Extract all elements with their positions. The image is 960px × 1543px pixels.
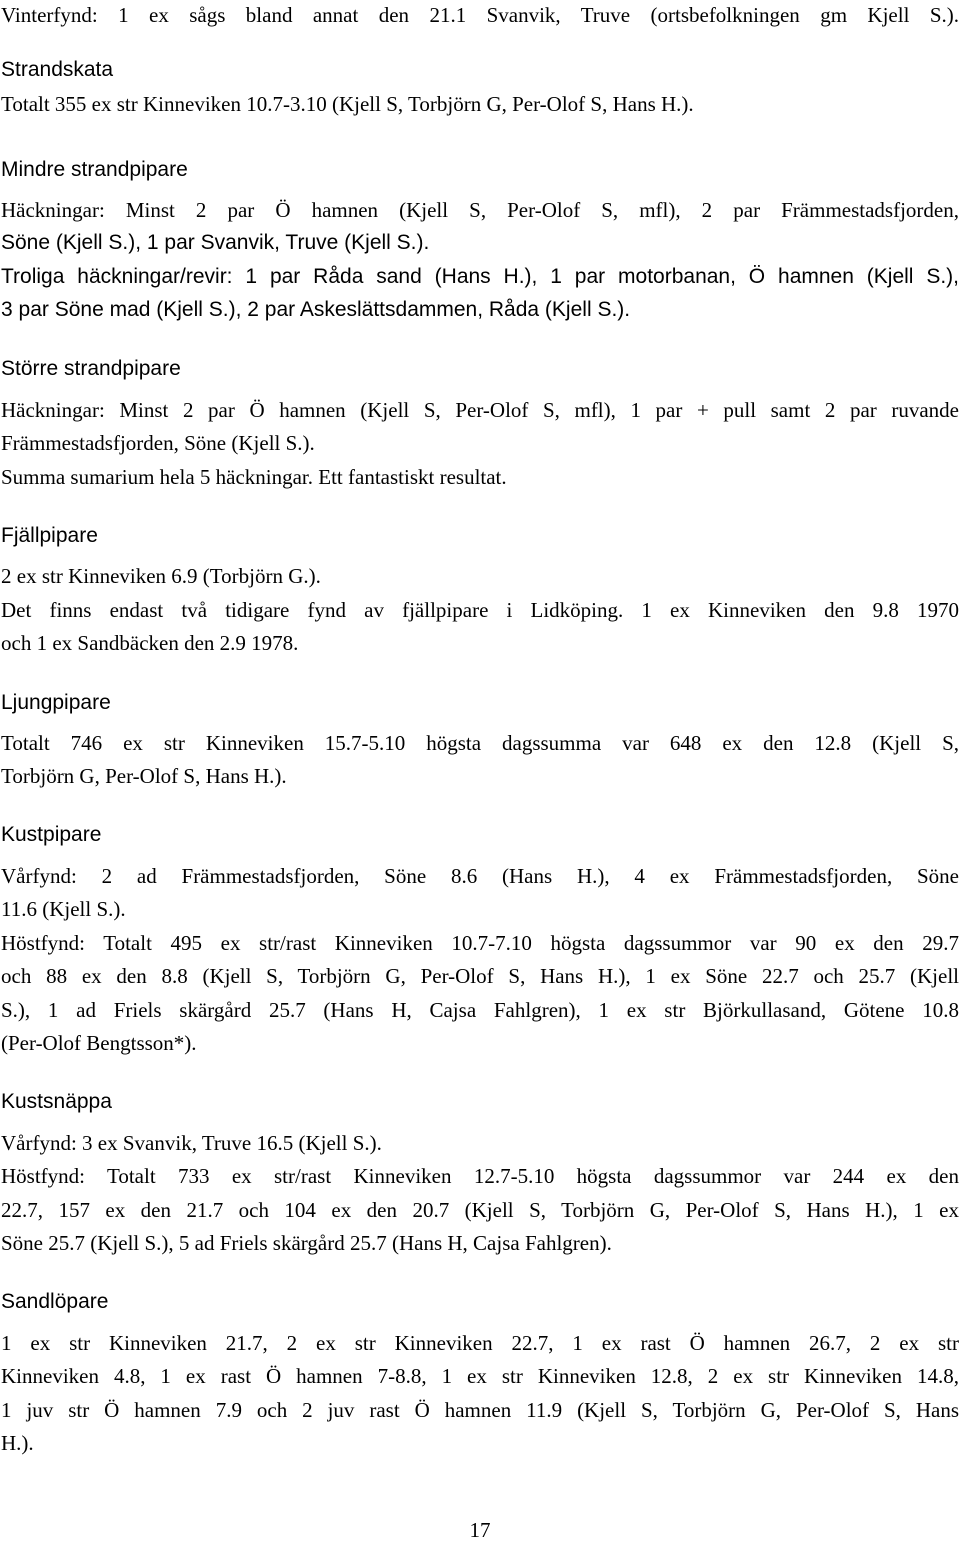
mindre-strandpipare-line-2: Söne (Kjell S.), 1 par Svanvik, Truve (Kjell S.). [1, 231, 430, 254]
kustsnappa-line-3: 22.7, 157 ex den 21.7 och 104 ex den 20.7 (Kjell S, Torbjörn G, Per-Olof S, Hans H.), 1 ex [1, 1198, 959, 1222]
kustpipare-line-2: 11.6 (Kjell S.). [1, 897, 126, 921]
heading-kustsnappa: Kustsnäppa [1, 1090, 112, 1113]
mindre-strandpipare-line-1: Häckningar: Minst 2 par Ö hamnen (Kjell S, Per-Olof S, mfl), 2 par Främmestadsfjorden, [1, 198, 959, 222]
mindre-strandpipare-line-4: 3 par Söne mad (Kjell S.), 2 par Askeslättsdammen, Råda (Kjell S.). [1, 298, 631, 321]
kustpipare-line-5: S.), 1 ad Friels skärgård 25.7 (Hans H, Cajsa Fahlgren), 1 ex str Björkullasand, Götene 10.8 [1, 998, 959, 1022]
vinterfynd-line: Vinterfynd: 1 ex sågs bland annat den 21.1 Svanvik, Truve (ortsbefolkningen gm Kjell S.). [1, 3, 959, 27]
kustsnappa-line-1: Vårfynd: 3 ex Svanvik, Truve 16.5 (Kjell S.). [1, 1131, 382, 1155]
ljungpipare-line-1: Totalt 746 ex str Kinneviken 15.7-5.10 högsta dagssumma var 648 ex den 12.8 (Kjell S, [1, 731, 959, 755]
sandlopare-line-2: Kinneviken 4.8, 1 ex rast Ö hamnen 7-8.8, 1 ex str Kinneviken 12.8, 2 ex str Kinneviken 14.8, [1, 1364, 959, 1388]
sandlopare-line-3: 1 juv str Ö hamnen 7.9 och 2 juv rast Ö hamnen 11.9 (Kjell S, Torbjörn G, Per-Olof S, Hans [1, 1398, 959, 1422]
sandlopare-line-4: H.). [1, 1431, 34, 1455]
strandskata-line-1: Totalt 355 ex str Kinneviken 10.7-3.10 (Kjell S, Torbjörn G, Per-Olof S, Hans H.). [1, 92, 694, 116]
ljungpipare-line-2: Torbjörn G, Per-Olof S, Hans H.). [1, 764, 287, 788]
storre-strandpipare-line-2: Främmestadsfjorden, Söne (Kjell S.). [1, 431, 315, 455]
kustsnappa-line-4: Söne 25.7 (Kjell S.), 5 ad Friels skärgård 25.7 (Hans H, Cajsa Fahlgren). [1, 1231, 612, 1255]
kustpipare-line-6: (Per-Olof Bengtsson*). [1, 1031, 197, 1055]
heading-fjallpipare: Fjällpipare [1, 524, 98, 547]
kustpipare-line-1: Vårfynd: 2 ad Främmestadsfjorden, Söne 8.6 (Hans H.), 4 ex Främmestadsfjorden, Söne [1, 864, 959, 888]
sandlopare-line-1: 1 ex str Kinneviken 21.7, 2 ex str Kinneviken 22.7, 1 ex rast Ö hamnen 26.7, 2 ex str [1, 1331, 959, 1355]
fjallpipare-line-2: Det finns endast två tidigare fynd av fjällpipare i Lidköping. 1 ex Kinneviken den 9.8 1970 [1, 598, 959, 622]
heading-strandskata: Strandskata [1, 58, 114, 81]
mindre-strandpipare-line-3: Troliga häckningar/revir: 1 par Råda sand (Hans H.), 1 par motorbanan, Ö hamnen (Kjell S.), [1, 265, 959, 288]
heading-sandlopare: Sandlöpare [1, 1290, 109, 1313]
kustpipare-line-4: och 88 ex den 8.8 (Kjell S, Torbjörn G, Per-Olof S, Hans H.), 1 ex Söne 22.7 och 25.7 (Kjell [1, 964, 959, 988]
kustpipare-line-3: Höstfynd: Totalt 495 ex str/rast Kinneviken 10.7-7.10 högsta dagssummor var 90 ex den 29.7 [1, 931, 959, 955]
page-number: 17 [469, 1518, 491, 1542]
fjallpipare-line-1: 2 ex str Kinneviken 6.9 (Torbjörn G.). [1, 564, 321, 588]
kustsnappa-line-2: Höstfynd: Totalt 733 ex str/rast Kinneviken 12.7-5.10 högsta dagssummor var 244 ex den [1, 1164, 959, 1188]
heading-ljungpipare: Ljungpipare [1, 691, 111, 714]
heading-storre-strandpipare: Större strandpipare [1, 357, 181, 380]
fjallpipare-line-3: och 1 ex Sandbäcken den 2.9 1978. [1, 631, 299, 655]
storre-strandpipare-line-3: Summa sumarium hela 5 häckningar. Ett fantastiskt resultat. [1, 465, 507, 489]
storre-strandpipare-line-1: Häckningar: Minst 2 par Ö hamnen (Kjell S, Per-Olof S, mfl), 1 par + pull samt 2 par ruvande [1, 398, 959, 422]
heading-mindre-strandpipare: Mindre strandpipare [1, 158, 188, 181]
heading-kustpipare: Kustpipare [1, 823, 102, 846]
